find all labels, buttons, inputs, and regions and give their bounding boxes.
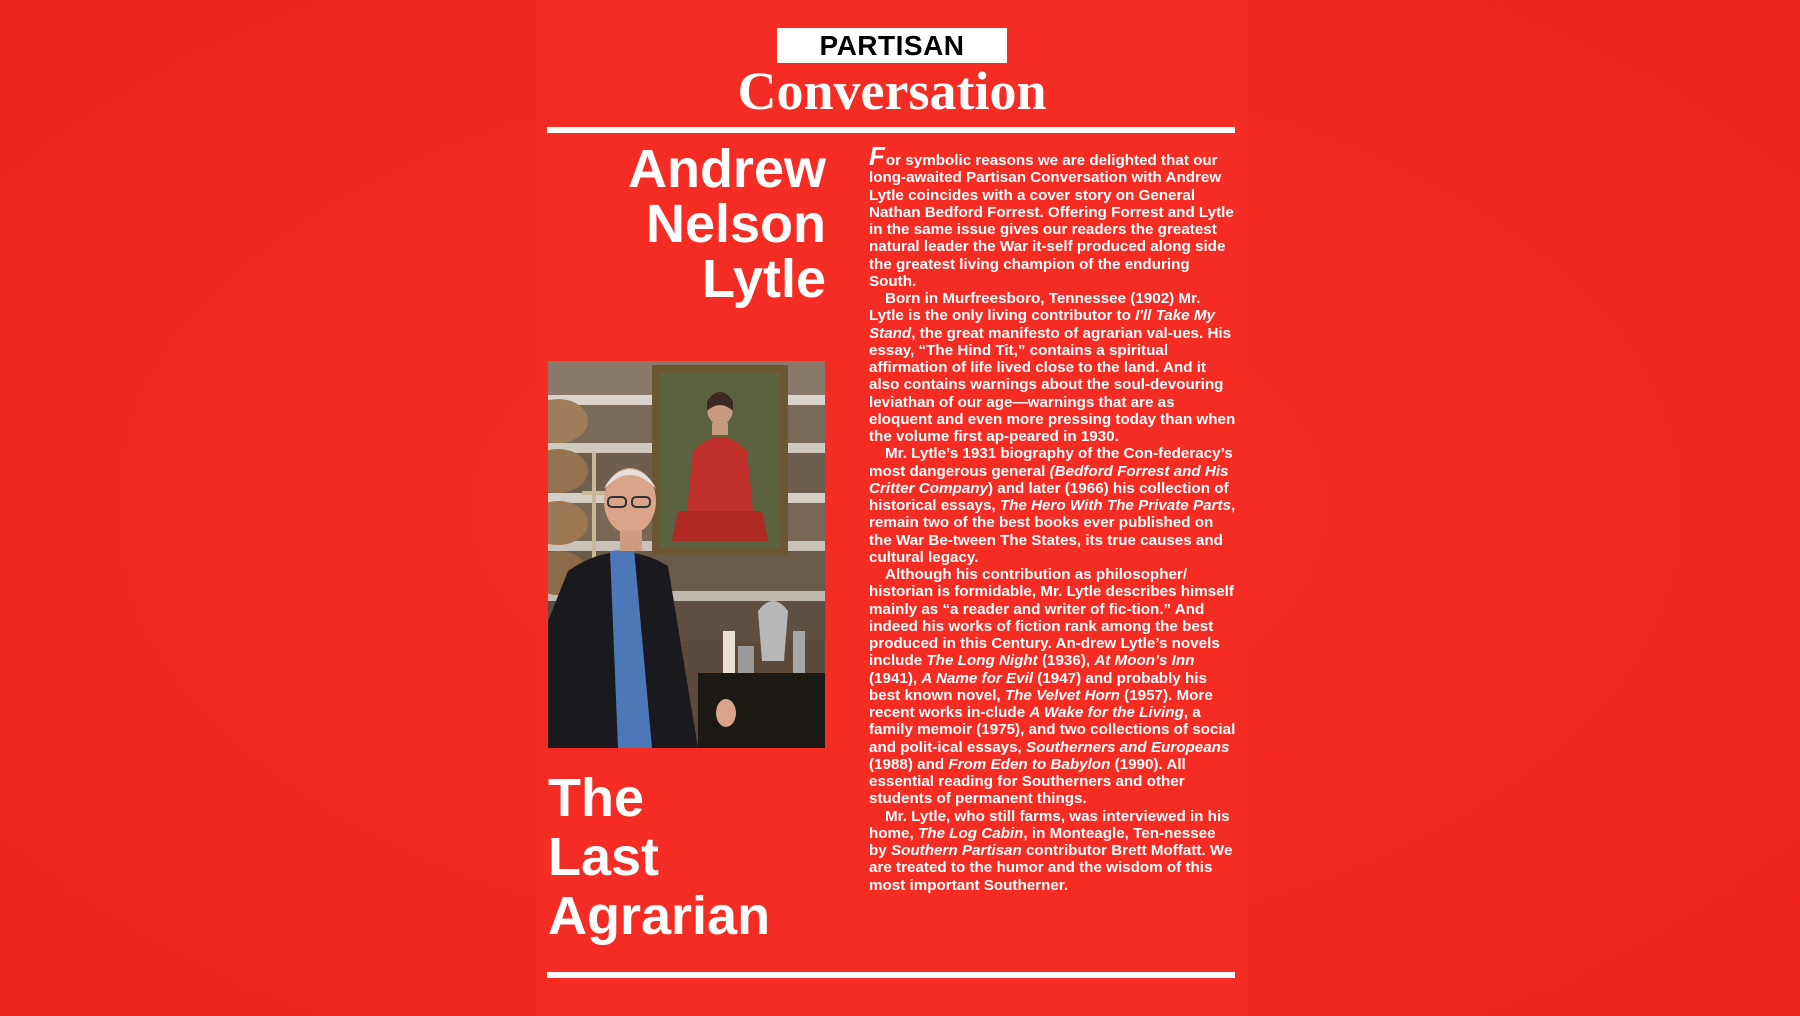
book-title: From Eden to Babylon — [948, 755, 1111, 773]
article-body — [869, 141, 1237, 894]
headline-subtitle — [548, 769, 848, 946]
headline-subtitle-line: Last — [548, 827, 660, 887]
book-title: A Name for Evil — [921, 669, 1034, 687]
section-title: Conversation — [737, 61, 1047, 121]
headline-name-line: Nelson — [645, 194, 826, 254]
article-paragraph — [869, 290, 1237, 445]
paragraph-text: , the great manifesto of agrarian val-ues. His essay, “The Hind Tit,” contains a spiritual affirmation of life lived close to the land. And it also contains warnings about the soul-devouring leviathan of our age—warnings that are as eloquent and even more pressing today than when the volume first ap-peared in 1930. — [869, 324, 1236, 445]
headline-name-line: Andrew — [627, 139, 826, 199]
paragraph-text: or symbolic reasons we are delighted that our long-awaited Partisan Conversation with Andrew Lytle coincides with a cover story on General Nathan Bedford Forrest. Offering Forrest and Lytle in the same issue gives our readers the greatest natural leader the War it-self produced along side the greatest living champion of the enduring South. — [869, 152, 1234, 290]
article-paragraph — [869, 566, 1237, 808]
paragraph-text: , remain two of the best books ever published on the War Be-tween The States, its true causes and cultural legacy. — [869, 497, 1236, 566]
article-paragraph — [869, 141, 1237, 290]
section-badge: PARTISAN — [777, 28, 1007, 63]
book-title: A Wake for the Living — [1029, 704, 1184, 721]
paragraph-text: (1941), — [869, 669, 922, 687]
paragraph-text: (1988) and — [869, 755, 949, 773]
paragraph-text: , in Monteagle, Ten-nessee by — [869, 824, 1216, 859]
book-title: At Moon’s Inn — [1094, 652, 1195, 670]
book-title: The Hero With The Private Parts — [999, 497, 1231, 514]
book-title: Southern Partisan — [890, 842, 1022, 859]
portrait-photo-icon — [548, 361, 825, 748]
bottom-rule — [547, 972, 1235, 978]
paragraph-text: (1947) and probably his best known novel, — [869, 669, 1207, 704]
paragraph-text: (1936), — [1037, 652, 1095, 670]
headline-name — [548, 139, 826, 309]
paragraph-text: ) and later (1966) his collection of historical essays, — [869, 479, 1229, 514]
article-paragraph — [869, 808, 1237, 894]
book-title: The Velvet Horn — [1004, 686, 1120, 704]
paragraph-text: contributor Brett Moffatt. We are treated to the humor and the wisdom of this most important Southerner. — [869, 842, 1233, 894]
book-title: The Log Cabin — [917, 824, 1024, 842]
article-paragraph — [869, 445, 1237, 566]
headline-subtitle-line: Agrarian — [548, 886, 771, 946]
book-title: The Long Night — [926, 652, 1038, 670]
paragraph-text: Mr. Lytle’s 1931 biography of the Con-federacy’s most dangerous general — [869, 445, 1233, 480]
book-title: (Bedford Forrest and His Critter Company — [869, 462, 1229, 497]
top-rule — [547, 127, 1235, 133]
headline-name-line: Lytle — [701, 249, 826, 309]
paragraph-text: Mr. Lytle, who still farms, was interviewed in his home, — [869, 807, 1230, 842]
headline-subtitle-line: The — [548, 768, 645, 828]
book-title: Southerners and Europeans — [1026, 738, 1230, 756]
paragraph-text: , a family memoir (1975), and two collections of social and polit-ical essays, — [869, 704, 1236, 756]
paragraph-text: (1990). All essential reading for Southerners and other students of permanent things. — [869, 755, 1186, 808]
book-title: I'll Take My Stand — [869, 307, 1215, 342]
paragraph-text: Although his contribution as philosopher/ historian is formidable, Mr. Lytle describes himself mainly as “a reader and writer of fic-tion.” And indeed his works of fiction rank among the best produced in this Century. An-drew Lytle’s novels include — [869, 566, 1234, 670]
drop-cap: F — [869, 141, 885, 171]
paragraph-text: (1957). More recent works in-clude — [869, 686, 1213, 721]
paragraph-text: Born in Murfreesboro, Tennessee (1902) Mr. Lytle is the only living contributor to — [869, 290, 1201, 325]
